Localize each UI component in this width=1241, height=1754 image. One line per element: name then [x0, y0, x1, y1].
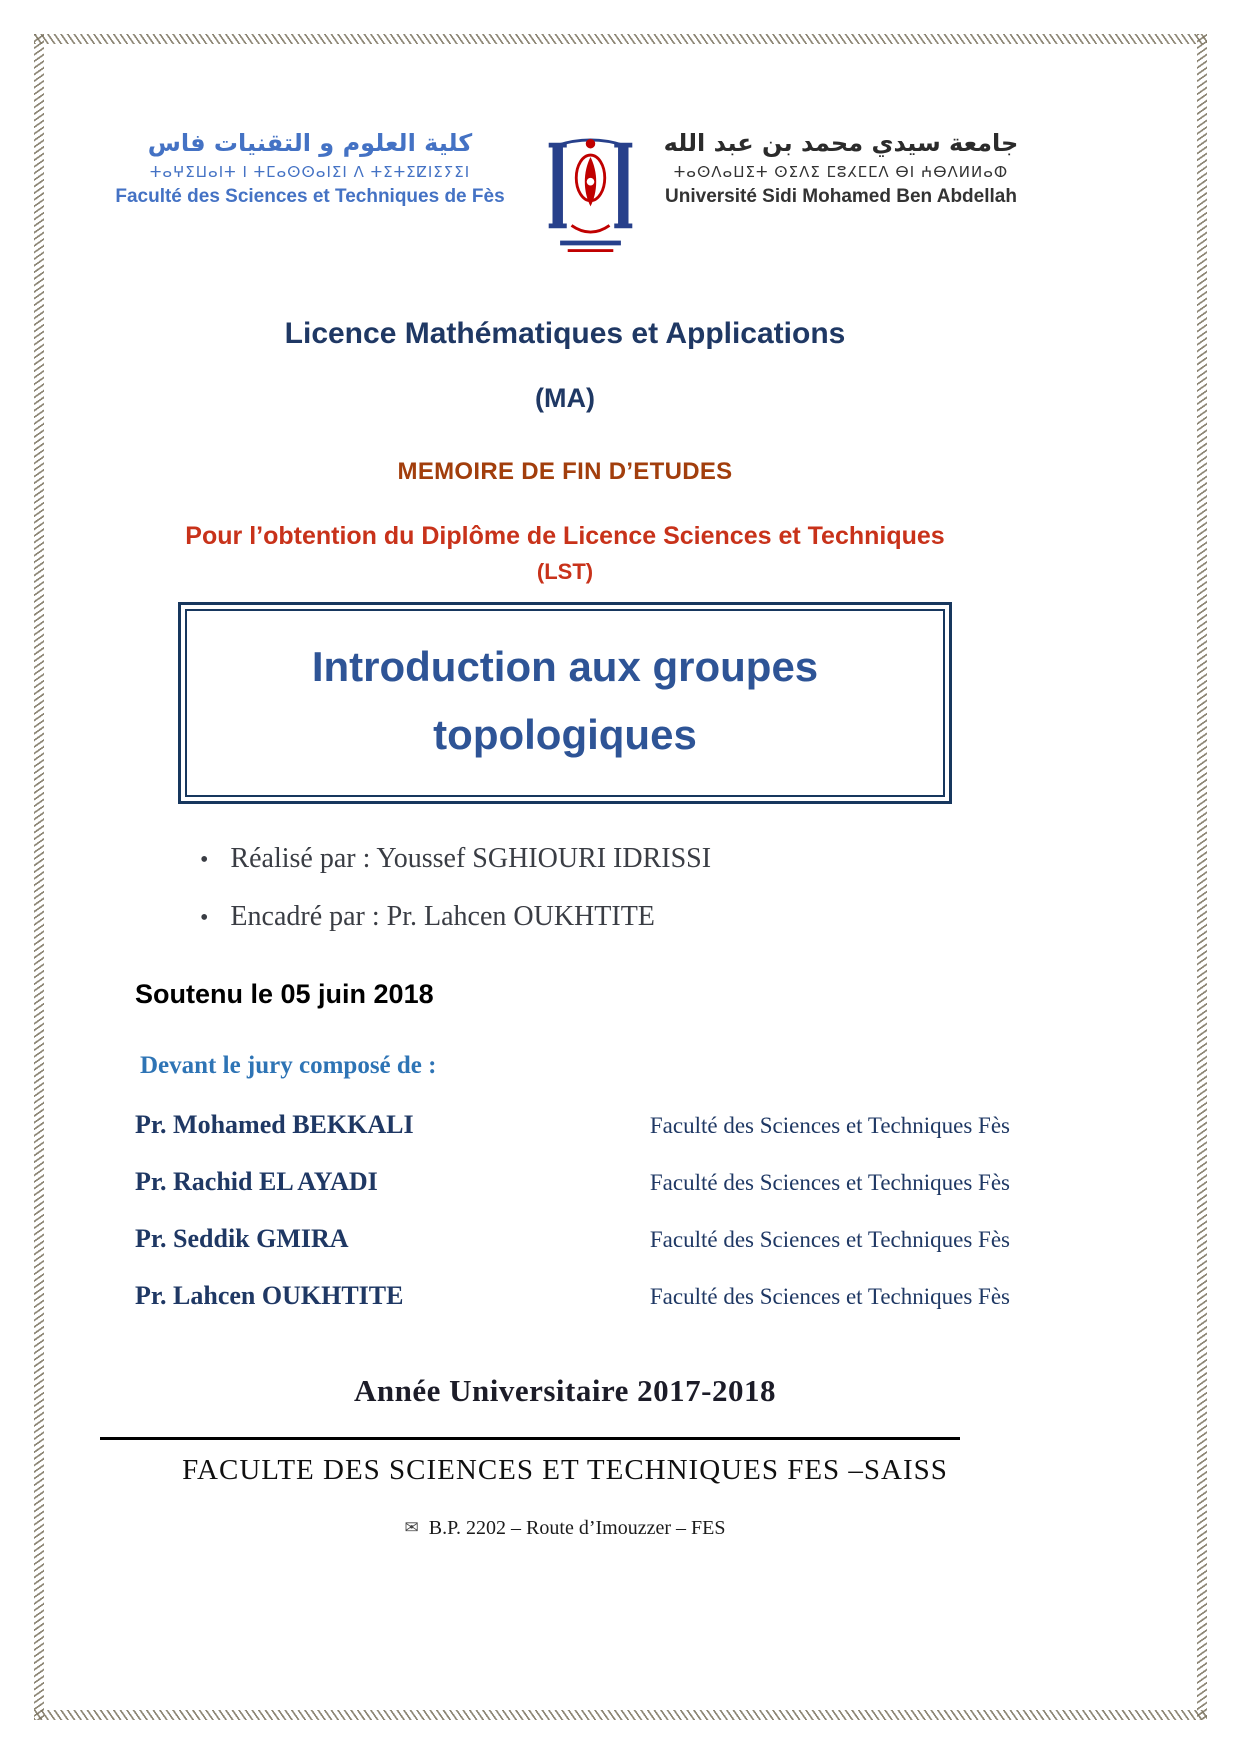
university-logo-icon	[543, 128, 638, 263]
faculty-footer-line: FACULTE DES SCIENCES ET TECHNIQUES FES –SAISS	[182, 1454, 948, 1487]
faculty-name-tifinagh: ⵜⴰⵖⵉⵡⴰⵏⵜ ⵏ ⵜⵎⴰⵙⵙⴰⵏⵉⵏ ⴷ ⵜⵉⵜⵉⵇⵏⵉⵢⵉⵏ	[149, 163, 471, 181]
program-title: Licence Mathématiques et Applications	[284, 317, 846, 350]
supervisor-line: • Encadré par : Pr. Lahcen OUKHTITE	[200, 901, 1035, 933]
university-name-arabic: جامعة سيدي محمد بن عبد الله	[663, 129, 1019, 157]
jury-member-affiliation: Faculté des Sciences et Techniques Fès	[649, 1227, 1010, 1253]
university-name-tifinagh: ⵜⴰⵙⴷⴰⵡⵉⵜ ⵙⵉⴷⵉ ⵎⵓⵃⵎⵎⴷ ⴱⵏ ⵄⴱⴷⵍⵍⴰⵀ	[673, 163, 1009, 181]
jury-member-name: Pr. Lahcen OUKHTITE	[135, 1281, 404, 1311]
jury-member-name: Pr. Seddik GMIRA	[135, 1224, 349, 1254]
jury-row	[135, 1167, 1010, 1197]
faculty-name-arabic: كلية العلوم و التقنيات فاس	[147, 129, 473, 157]
jury-member-affiliation: Faculté des Sciences et Techniques Fès	[649, 1284, 1010, 1310]
border-right-edge	[1197, 34, 1207, 1720]
thesis-title-box	[185, 609, 945, 797]
author-line: • Réalisé par : Youssef SGHIOURI IDRISSI	[200, 843, 1035, 875]
credits-list	[200, 843, 1035, 933]
faculty-block	[95, 128, 525, 209]
program-section	[95, 317, 1035, 585]
purpose-line: Pour l’obtention du Diplôme de Licence Sciences et Techniques	[185, 522, 945, 550]
jury-member-affiliation: Faculté des Sciences et Techniques Fès	[649, 1170, 1010, 1196]
address-text: B.P. 2202 – Route d’Imouzzer – FES	[428, 1517, 726, 1540]
border-left-edge	[34, 34, 44, 1720]
address-line	[95, 1517, 1035, 1540]
footer-divider	[100, 1437, 960, 1440]
jury-heading: Devant le jury composé de :	[140, 1052, 437, 1080]
thesis-title-line2: topologiques	[433, 711, 697, 759]
purpose-abbreviation: (LST)	[536, 559, 594, 584]
border-bottom-edge	[34, 1710, 1207, 1720]
jury-row	[135, 1281, 1010, 1311]
mail-icon: ✉	[404, 1518, 419, 1538]
university-name-french: Université Sidi Mohamed Ben Abdellah	[665, 186, 1017, 207]
academic-year: Année Universitaire 2017-2018	[353, 1373, 777, 1409]
jury-member-name: Pr. Mohamed BEKKALI	[135, 1110, 414, 1140]
defense-date: Soutenu le 05 juin 2018	[135, 979, 434, 1010]
jury-row	[135, 1110, 1010, 1140]
program-abbreviation: (MA)	[535, 383, 595, 413]
institution-header	[95, 0, 1035, 263]
jury-row	[135, 1224, 1010, 1254]
university-block	[656, 128, 1026, 208]
jury-member-affiliation: Faculté des Sciences et Techniques Fès	[649, 1113, 1010, 1139]
page-content	[95, 0, 1035, 1540]
thesis-title-line1: Introduction aux groupes	[311, 643, 819, 690]
jury-list	[135, 1110, 1010, 1311]
faculty-name-french: Faculté des Sciences et Techniques de Fès	[115, 186, 505, 207]
jury-member-name: Pr. Rachid EL AYADI	[135, 1167, 378, 1197]
memoire-heading: MEMOIRE DE FIN D’ETUDES	[397, 458, 733, 485]
